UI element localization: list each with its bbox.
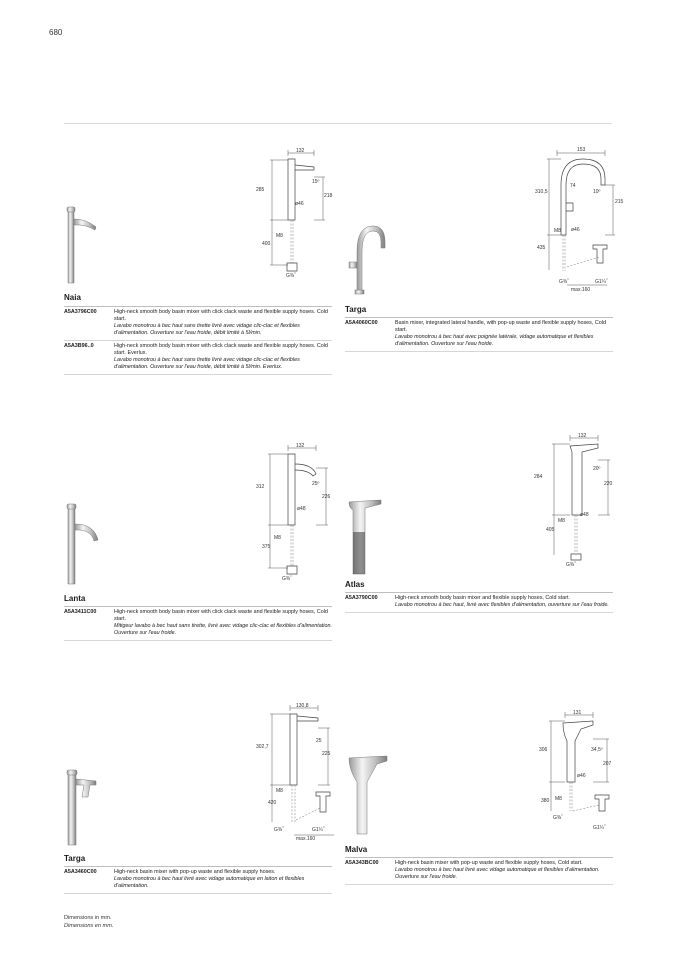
targa-dim-reach: 74 (570, 183, 576, 189)
naia-table (64, 306, 332, 375)
targa-tall-dim-connection: G⅜˝ (274, 827, 284, 833)
malva-dim-angle: 34,5º (591, 747, 603, 753)
targa-dim-angle: 10º (593, 189, 601, 195)
product-code: A5A3460C00 (64, 869, 97, 875)
targa-tall-dim-spout: 225 (322, 751, 331, 757)
targa-dim-hose: 435 (537, 245, 546, 251)
description-en: High-neck smooth body basin mixer with click clack waste and flexible supply hoses. Cold start. Everlux. (114, 343, 328, 356)
targa-tall-title: Targa (64, 854, 86, 863)
atlas-dim-height: 284 (534, 474, 543, 480)
lanta-table (64, 606, 332, 641)
targa-tall-technical-drawing (250, 700, 350, 845)
product-description (114, 869, 332, 890)
footer-en: Dimensions in mm. (64, 915, 112, 921)
atlas-faucet-image (343, 492, 388, 577)
lanta-dim-hose: 375 (262, 544, 271, 550)
atlas-table (345, 592, 613, 613)
description-fr: Lavabo monotrou à bec haut avec poignée latérale, vidage automatique et flexibles d'alimentation. Ouverture sur l'eau froide. (395, 334, 594, 347)
malva-title: Malva (345, 845, 368, 854)
naia-dim-spout: 218 (324, 193, 333, 199)
lanta-dim-width: 132 (296, 443, 305, 449)
naia-title: Naia (64, 293, 81, 302)
page-number: 680 (49, 28, 63, 37)
product-code: A5A3B96..0 (64, 343, 94, 349)
product-code: A5A343BC00 (345, 860, 379, 866)
malva-dim-connection: G⅜˝ (553, 815, 563, 821)
targa-tall-dim-height: 302,7 (256, 744, 269, 750)
description-en: High-neck smooth body basin mixer and flexible supply hoses, Cold start. (395, 595, 570, 601)
atlas-technical-drawing (530, 430, 620, 568)
naia-dim-width: 132 (296, 148, 305, 154)
table-row (345, 318, 613, 352)
product-description (114, 343, 332, 371)
targa-tall-dim-hose: 420 (268, 800, 277, 806)
malva-dim-diameter: ø46 (577, 773, 586, 779)
naia-dim-connection: G⅜˝ (286, 273, 296, 279)
targa-dim-diameter: ø46 (571, 227, 580, 233)
lanta-dim-height: 312 (256, 484, 265, 490)
atlas-dim-connection: G⅜˝ (566, 562, 576, 568)
product-description (395, 320, 613, 348)
lanta-technical-drawing (250, 440, 340, 582)
targa-dim-max: max.160 (571, 287, 591, 293)
product-description (114, 609, 332, 637)
description-fr: Lavabo monotrou à bec haut livré avec vidage automatique en laiton et flexibles d'alimentation. (114, 876, 305, 889)
atlas-dim-width: 132 (578, 433, 587, 439)
table-row (64, 307, 332, 341)
targa-dim-spout: 215 (615, 199, 624, 205)
naia-technical-drawing (250, 145, 340, 280)
lanta-dim-diameter: ø48 (297, 506, 306, 512)
table-row (345, 593, 613, 613)
malva-technical-drawing (527, 707, 622, 837)
atlas-title: Atlas (345, 580, 365, 589)
description-fr: Mitigeur lavabo à bec haut sans tirette, livré avec vidage clic-clac et flexibles d'alimentation. Ouverture sur l'eau froide. (114, 623, 332, 636)
targa-tall-table (64, 866, 332, 894)
table-row (345, 858, 613, 885)
product-description (395, 860, 613, 881)
footer-note (64, 914, 113, 930)
description-en: High-neck smooth body basin mixer with click clack waste and flexible supply hoses. Cold start. (114, 309, 328, 322)
table-row (64, 341, 332, 375)
lanta-title: Lanta (64, 594, 86, 603)
naia-dim-angle: 15º (312, 179, 320, 185)
atlas-dim-angle: 20º (593, 466, 601, 472)
targa-dim-height: 310,5 (535, 189, 548, 195)
description-en: High-neck basin mixer with pop-up waste and flexible supply hoses. (114, 869, 276, 875)
targa-dim-thread: M8 (554, 228, 561, 234)
targa-tall-faucet-image (60, 767, 105, 847)
malva-table (345, 857, 613, 885)
targa-dim-connection: G⅜˝ (559, 279, 569, 285)
targa-technical-drawing (527, 145, 622, 295)
description-fr: Lavabo monotrou à bec haut, livré avec flexibles d'alimentation, ouverture sur l'eau froide. (395, 602, 609, 608)
targa-table (345, 317, 613, 352)
targa-tall-dim-width: 130,8 (296, 703, 309, 709)
targa-title: Targa (345, 305, 367, 314)
malva-dim-width: 131 (573, 710, 582, 716)
description-en: Basin mixer, integrated lateral handle, with pop-up waste and flexible supply hoses, Cold start. (395, 320, 606, 333)
lanta-dim-spout: 226 (322, 494, 331, 500)
product-description (114, 309, 332, 337)
malva-faucet-image (343, 752, 393, 837)
targa-dim-width: 153 (577, 147, 586, 153)
lanta-faucet-image (60, 502, 105, 587)
targa-tall-dim-angle: 25 (316, 738, 322, 744)
naia-dim-height: 285 (256, 187, 265, 193)
naia-dim-hose: 400 (262, 241, 271, 247)
product-description (395, 595, 613, 609)
malva-dim-waste: G1¼˝ (593, 825, 606, 831)
product-code: A5A3790C00 (345, 595, 378, 601)
lanta-dim-connection: G⅜˝ (282, 576, 292, 582)
naia-faucet-image (60, 205, 100, 285)
atlas-dim-hose: 405 (546, 527, 555, 533)
description-fr: Lavabo monotrou à bec haut sans tirette livré avec vidage clic-clac et flexibles d'alimentation. Ouverture sur l'eau froide, débit limité à 5l/min. Everlux. (114, 357, 300, 370)
description-en: High-neck smooth body basin mixer with click clack waste and flexible supply hoses, Cold start. (114, 609, 328, 622)
description-fr: Lavabo monotrou à bec haut sans tirette livré avec vidage clic-clac et flexibles d'alimentation. Ouverture sur l'eau froide, débit limité à 5l/min. (114, 323, 300, 336)
targa-tall-dim-max: max.160 (296, 836, 316, 842)
atlas-dim-spout: 220 (604, 481, 613, 487)
product-code: A5A3411C00 (64, 609, 97, 615)
naia-dim-thread: M8 (276, 233, 283, 239)
footer-fr: Dimensions en mm. (64, 923, 114, 929)
malva-dim-height: 306 (539, 747, 548, 753)
table-row (64, 607, 332, 641)
targa-tall-dim-thread: M8 (276, 788, 283, 794)
lanta-dim-thread: M8 (274, 535, 281, 541)
malva-dim-thread: M8 (555, 796, 562, 802)
description-en: High-neck basin mixer with pop-up waste and flexible supply hoses, Cold start. (395, 860, 583, 866)
malva-dim-hose: 380 (541, 798, 550, 804)
product-code: A5A4060C00 (345, 320, 378, 326)
description-fr: Lavabo monotrou à bec haut livré avec vidage automatique et flexibles d'alimentation. Ouverture sur l'eau froide. (395, 867, 600, 880)
top-divider (64, 123, 612, 124)
atlas-dim-diameter: ø48 (580, 512, 589, 518)
targa-faucet-image (343, 222, 388, 297)
naia-dim-diameter: ø46 (295, 201, 304, 207)
malva-dim-spout: 207 (603, 761, 612, 767)
targa-dim-waste: G1¼˝ (595, 279, 608, 285)
product-code: A5A3796C00 (64, 309, 97, 315)
lanta-dim-angle: 25º (312, 481, 320, 487)
table-row (64, 867, 332, 894)
atlas-dim-thread: M8 (558, 518, 565, 524)
targa-tall-dim-waste: G1¼˝ (312, 827, 325, 833)
